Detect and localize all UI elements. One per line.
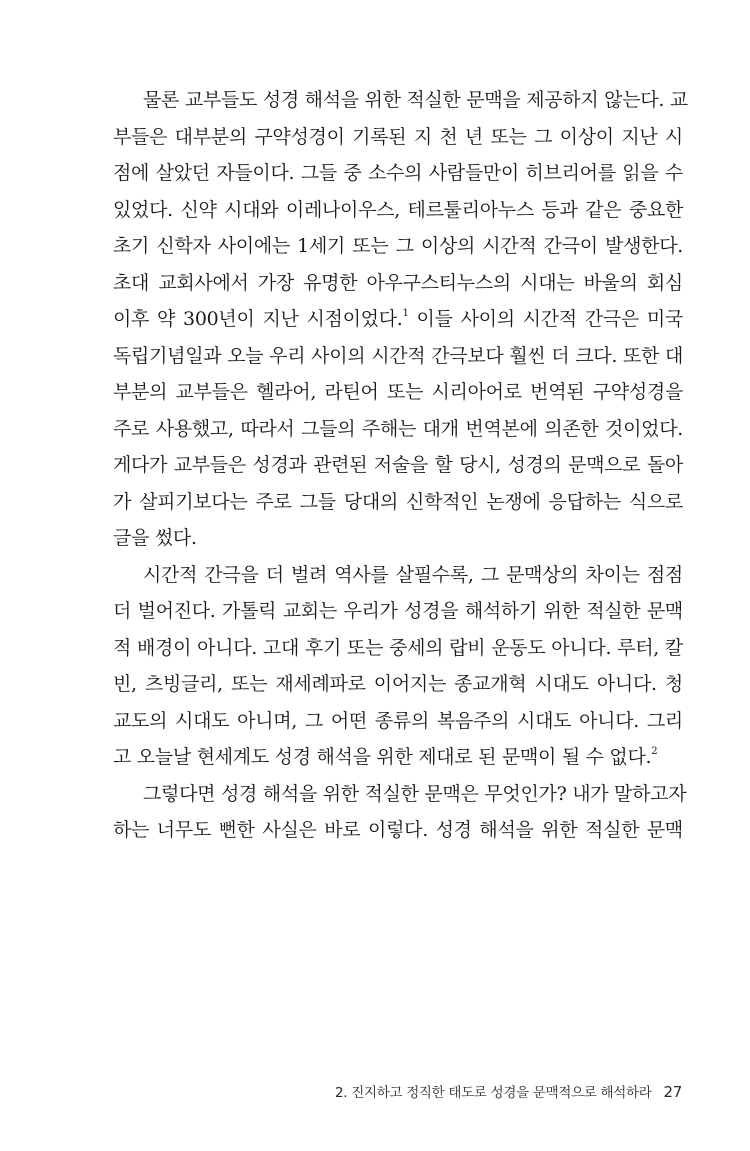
text-line: 더 벌어진다. 가톨릭 교회는 우리가 성경을 해석하기 위한 적실한 문맥 <box>113 600 683 622</box>
text-line-with-footnote <box>113 739 683 776</box>
text-line: 그렇다면 성경 해석을 위한 적실한 문맥은 무엇인가? 내가 말하고자 <box>143 782 687 805</box>
text-line: 시간적 간극을 더 벌려 역사를 살필수록, 그 문맥상의 차이는 점점 <box>143 563 683 586</box>
text-line: 있었다. 신약 시대와 이레나이우스, 테르툴리아누스 등과 같은 중요한 <box>113 198 683 221</box>
text-line: 글을 썼다. <box>113 527 197 549</box>
text-segment: 이후 약 300년이 지난 시점이었다. <box>113 308 403 330</box>
text-line: 교도의 시대도 아니며, 그 어떤 종류의 복음주의 시대도 아니다. 그리 <box>113 709 683 732</box>
page-footer <box>335 1081 682 1101</box>
text-segment: 이들 사이의 시간적 간극은 미국 <box>408 308 684 330</box>
text-line: 게다가 교부들은 성경과 관련된 저술을 할 당시, 성경의 문맥으로 돌아 <box>113 454 683 476</box>
footnote-marker-2: 2 <box>651 746 658 757</box>
running-title: 2. 진지하고 정직한 태도로 성경을 문맥적으로 해석하라 <box>334 1085 652 1101</box>
text-line-with-footnote <box>113 301 683 338</box>
text-line: 하는 너무도 뻔한 사실은 바로 이렇다. 성경 해석을 위한 적실한 문맥 <box>113 819 683 841</box>
text-line: 가 살피기보다는 주로 그들 당대의 신학적인 논쟁에 응답하는 식으로 <box>113 490 683 513</box>
text-line: 주로 사용했고, 따라서 그들의 주해는 대개 번역본에 의존한 것이었다. <box>113 417 683 440</box>
page-number: 27 <box>663 1083 682 1101</box>
text-line: 독립기념일과 오늘 우리 사이의 시간적 간극보다 훨씬 더 크다. 또한 대 <box>113 344 683 367</box>
text-line: 초대 교회사에서 가장 유명한 아우구스티누스의 시대는 바울의 회심 <box>113 271 683 294</box>
text-line: 부들은 대부분의 구약성경이 기록된 지 천 년 또는 그 이상이 지난 시 <box>113 125 683 148</box>
text-line: 빈, 츠빙글리, 또는 재세례파로 이어지는 종교개혁 시대도 아니다. 청 <box>113 673 683 695</box>
text-line: 부분의 교부들은 헬라어, 라틴어 또는 시리아어로 번역된 구약성경을 <box>113 381 683 403</box>
text-line: 적 배경이 아니다. 고대 후기 또는 중세의 랍비 운동도 아니다. 루터, 칼 <box>113 636 683 659</box>
text-line: 물론 교부들도 성경 해석을 위한 적실한 문맥을 제공하지 않는다. 교 <box>143 89 688 111</box>
text-line: 초기 신학자 사이에는 1세기 또는 그 이상의 시간적 간극이 발생한다. <box>113 235 683 257</box>
body-text <box>113 82 688 849</box>
text-line: 점에 살았던 자들이다. 그들 중 소수의 사람들만이 히브리어를 읽을 수 <box>113 162 683 184</box>
footnote-marker-1: 1 <box>402 308 409 319</box>
text-segment: 고 오늘날 현세계도 성경 해석을 위한 제대로 된 문맥이 될 수 없다. <box>113 746 652 768</box>
